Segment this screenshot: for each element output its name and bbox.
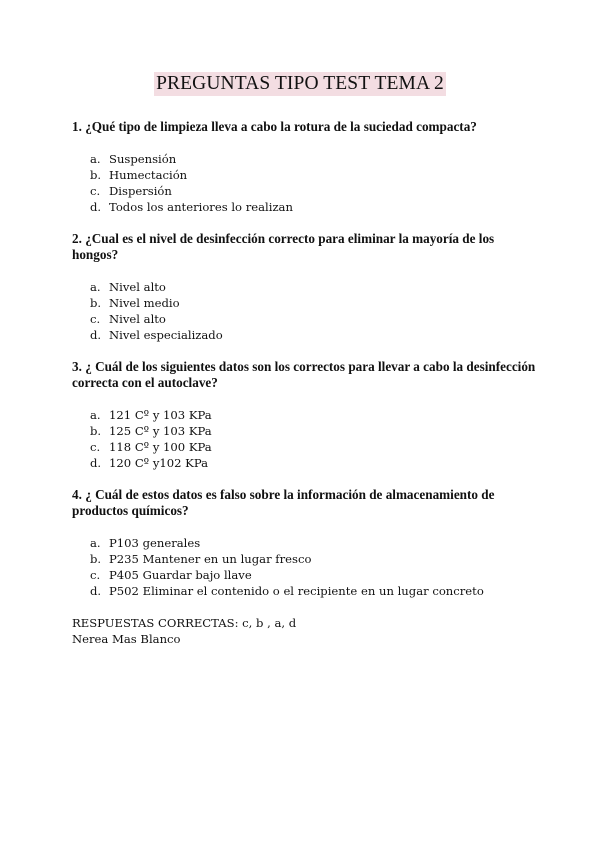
option-letter: d. (90, 200, 102, 214)
option-item (90, 567, 484, 583)
option-text: P103 generales (109, 536, 201, 550)
question-4-text: 4. ¿ Cuál de estos datos es falso sobre la información de almacenamiento de productos químicos? (72, 487, 495, 518)
question-4-options (90, 535, 484, 599)
page-title: PREGUNTAS TIPO TEST TEMA 2 (156, 73, 444, 94)
option-item (90, 407, 212, 423)
option-letter: b. (90, 296, 102, 310)
option-text: 118 Cº y 100 KPa (109, 440, 212, 454)
option-text: Nivel alto (109, 312, 166, 326)
option-item (90, 551, 484, 567)
option-text: P405 Guardar bajo llave (109, 568, 252, 582)
option-item (90, 151, 293, 167)
option-text: P235 Mantener en un lugar fresco (109, 552, 312, 566)
option-item (90, 439, 212, 455)
option-item (90, 199, 293, 215)
option-letter: a. (90, 536, 101, 550)
option-item (90, 583, 484, 599)
answers-line: RESPUESTAS CORRECTAS: c, b , a, d (72, 616, 297, 630)
question-2-options (90, 279, 223, 343)
option-text: 120 Cº y102 KPa (109, 456, 209, 470)
option-text: P502 Eliminar el contenido o el recipiente en un lugar concreto (109, 584, 484, 598)
option-item (90, 167, 293, 183)
option-letter: a. (90, 152, 101, 166)
option-letter: b. (90, 424, 102, 438)
option-text: Nivel alto (109, 280, 166, 294)
option-text: Nivel especializado (109, 328, 223, 342)
option-item (90, 183, 293, 199)
option-text: 125 Cº y 103 KPa (109, 424, 212, 438)
option-text: 121 Cº y 103 KPa (109, 408, 212, 422)
option-letter: b. (90, 168, 102, 182)
option-letter: d. (90, 328, 102, 342)
option-letter: c. (90, 568, 101, 582)
option-item (90, 327, 223, 343)
title-container (0, 72, 600, 96)
option-letter: c. (90, 312, 101, 326)
option-letter: a. (90, 280, 101, 294)
option-text: Nivel medio (109, 296, 180, 310)
option-item (90, 455, 212, 471)
option-text: Humectación (109, 168, 188, 182)
author-name: Nerea Mas Blanco (72, 632, 181, 646)
option-item (90, 295, 223, 311)
option-letter: d. (90, 456, 102, 470)
question-3-text: 3. ¿ Cuál de los siguientes datos son los correctos para llevar a cabo la desinfección correcta con el autoclave? (72, 359, 536, 390)
option-letter: a. (90, 408, 101, 422)
question-1-options (90, 151, 293, 215)
option-item (90, 311, 223, 327)
option-text: Dispersión (109, 184, 172, 198)
option-text: Todos los anteriores lo realizan (109, 200, 293, 214)
option-item (90, 423, 212, 439)
option-letter: d. (90, 584, 102, 598)
option-letter: b. (90, 552, 102, 566)
question-2-text: 2. ¿Cual es el nivel de desinfección correcto para eliminar la mayoría de los hongos? (72, 231, 495, 262)
question-1-text: 1. ¿Qué tipo de limpieza lleva a cabo la rotura de la suciedad compacta? (72, 119, 477, 134)
question-3-options (90, 407, 212, 471)
option-item (90, 535, 484, 551)
option-item (90, 279, 223, 295)
option-letter: c. (90, 184, 101, 198)
option-text: Suspensión (109, 152, 177, 166)
option-letter: c. (90, 440, 101, 454)
